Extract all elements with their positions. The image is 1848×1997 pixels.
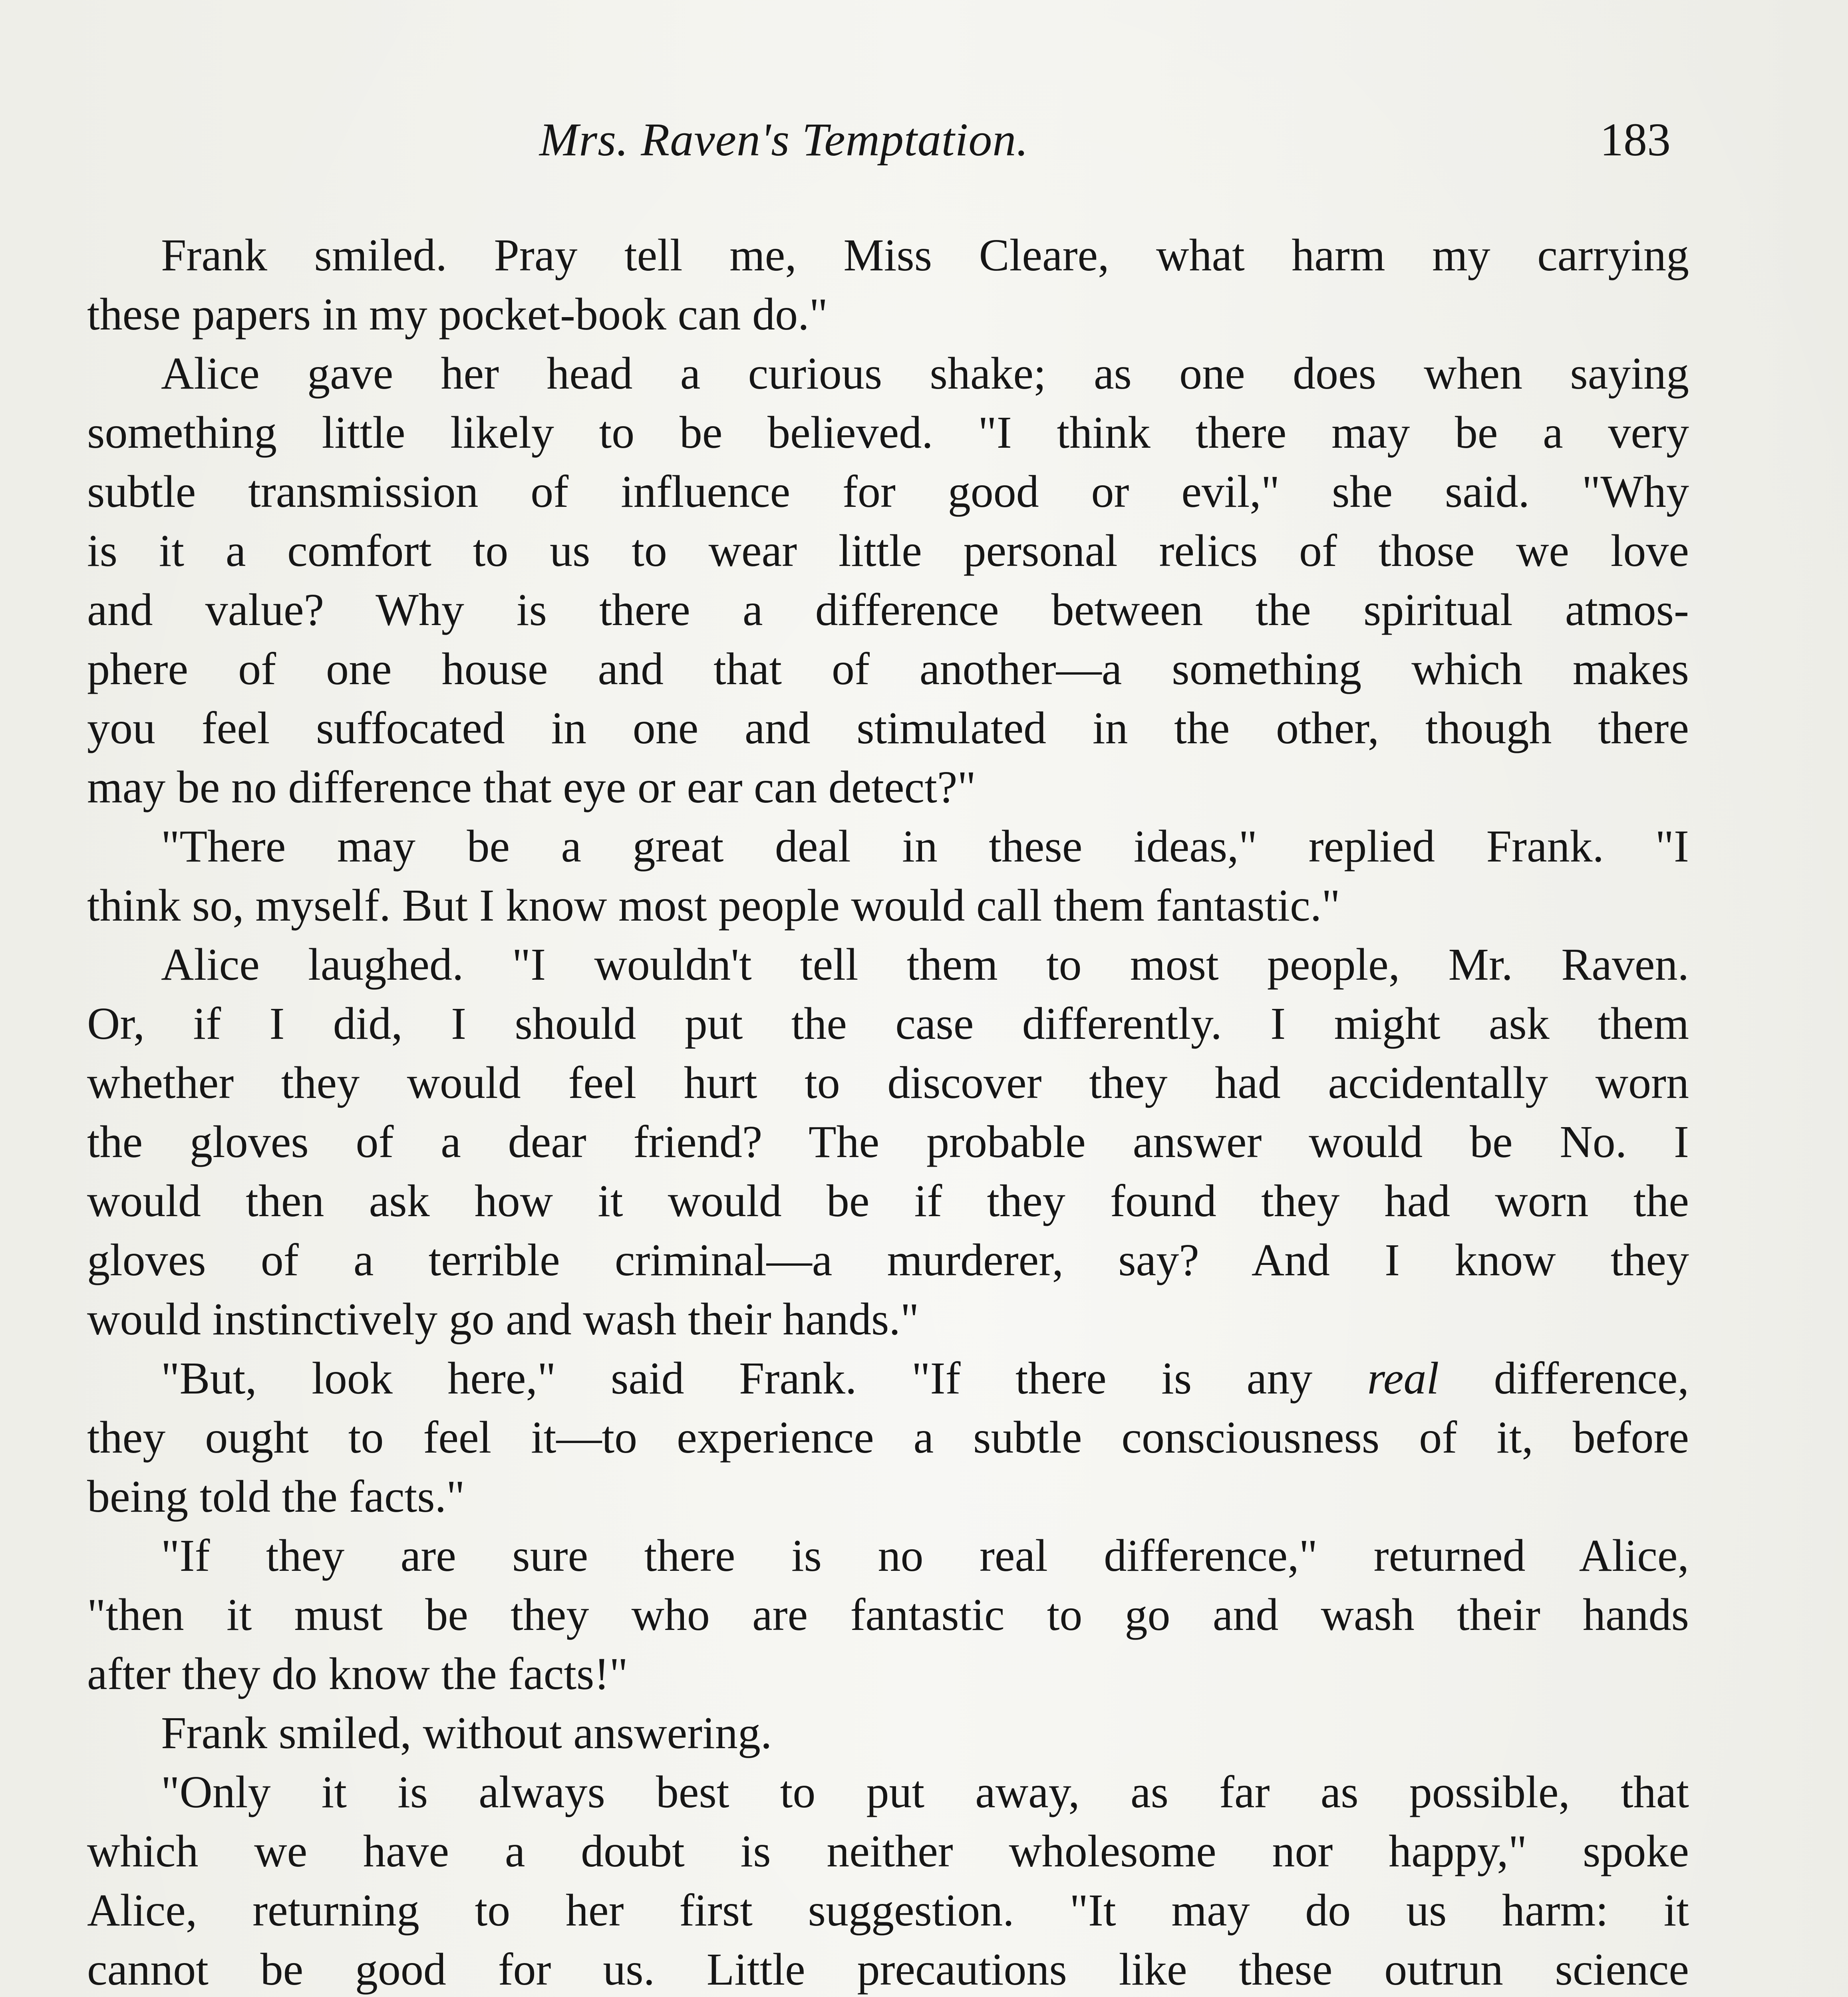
text-line: would then ask how it would be if they found they had worn the <box>87 1175 1689 1226</box>
text-line: would instinctively go and wash their hands." <box>87 1294 919 1344</box>
emphasized-word: real <box>1367 1353 1439 1403</box>
text-line: Frank smiled. Pray tell me, Miss Cleare, what harm my carrying <box>161 230 1689 280</box>
body-text <box>87 226 1689 1997</box>
text-line: and value? Why is there a difference between the spiritual atmos- <box>87 584 1689 635</box>
text-line: whether they would feel hurt to discover they had accidentally worn <box>87 1057 1689 1108</box>
text-line: subtle transmission of influence for good or evil," she said. "Why <box>87 466 1689 517</box>
text-line: gloves of a terrible criminal—a murderer, say? And I know they <box>87 1235 1689 1285</box>
text-line: Alice, returning to her first suggestion. "It may do us harm: it <box>87 1885 1689 1935</box>
text-line: being told the facts." <box>87 1471 465 1522</box>
text-line: which we have a doubt is neither wholesome nor happy," spoke <box>87 1826 1689 1876</box>
text-line: Or, if I did, I should put the case differently. I might ask them <box>87 998 1689 1049</box>
page-header <box>539 110 1698 178</box>
text-line: "then it must be they who are fantastic to go and wash their hands <box>87 1589 1689 1640</box>
text-line: something little likely to be believed. "I think there may be a very <box>87 407 1689 458</box>
running-title: Mrs. Raven's Temptation. <box>539 113 1029 166</box>
text-line: after they do know the facts!" <box>87 1648 628 1699</box>
text-line: think so, myself. But I know most people would call them fantastic." <box>87 880 1340 931</box>
text-line: phere of one house and that of another—a something which makes <box>87 643 1689 694</box>
text-line: "There may be a great deal in these ideas," replied Frank. "I <box>161 821 1689 871</box>
text-line: may be no difference that eye or ear can detect?" <box>87 762 976 812</box>
text-line: these papers in my pocket-book can do." <box>87 289 828 339</box>
text-line: you feel suffocated in one and stimulated in the other, though there <box>87 703 1689 753</box>
text-line: "Only it is always best to put away, as far as possible, that <box>161 1767 1689 1817</box>
text-line: Alice gave her head a curious shake; as one does when saying <box>161 348 1689 399</box>
text-line: they ought to feel it—to experience a subtle consciousness of it, before <box>87 1412 1689 1463</box>
text-line: is it a comfort to us to wear little personal relics of those we love <box>87 525 1689 576</box>
text-line: Frank smiled, without answering. <box>161 1707 772 1758</box>
text-line: Alice laughed. "I wouldn't tell them to most people, Mr. Raven. <box>161 939 1689 990</box>
page-number: 183 <box>1600 113 1671 166</box>
text-line: cannot be good for us. Little precautions like these outrun science <box>87 1944 1689 1995</box>
text-line: "But, look here," said Frank. "If there is any real difference, <box>161 1353 1689 1403</box>
text-line: "If they are sure there is no real difference," returned Alice, <box>161 1530 1689 1581</box>
text-line: the gloves of a dear friend? The probable answer would be No. I <box>87 1116 1689 1167</box>
